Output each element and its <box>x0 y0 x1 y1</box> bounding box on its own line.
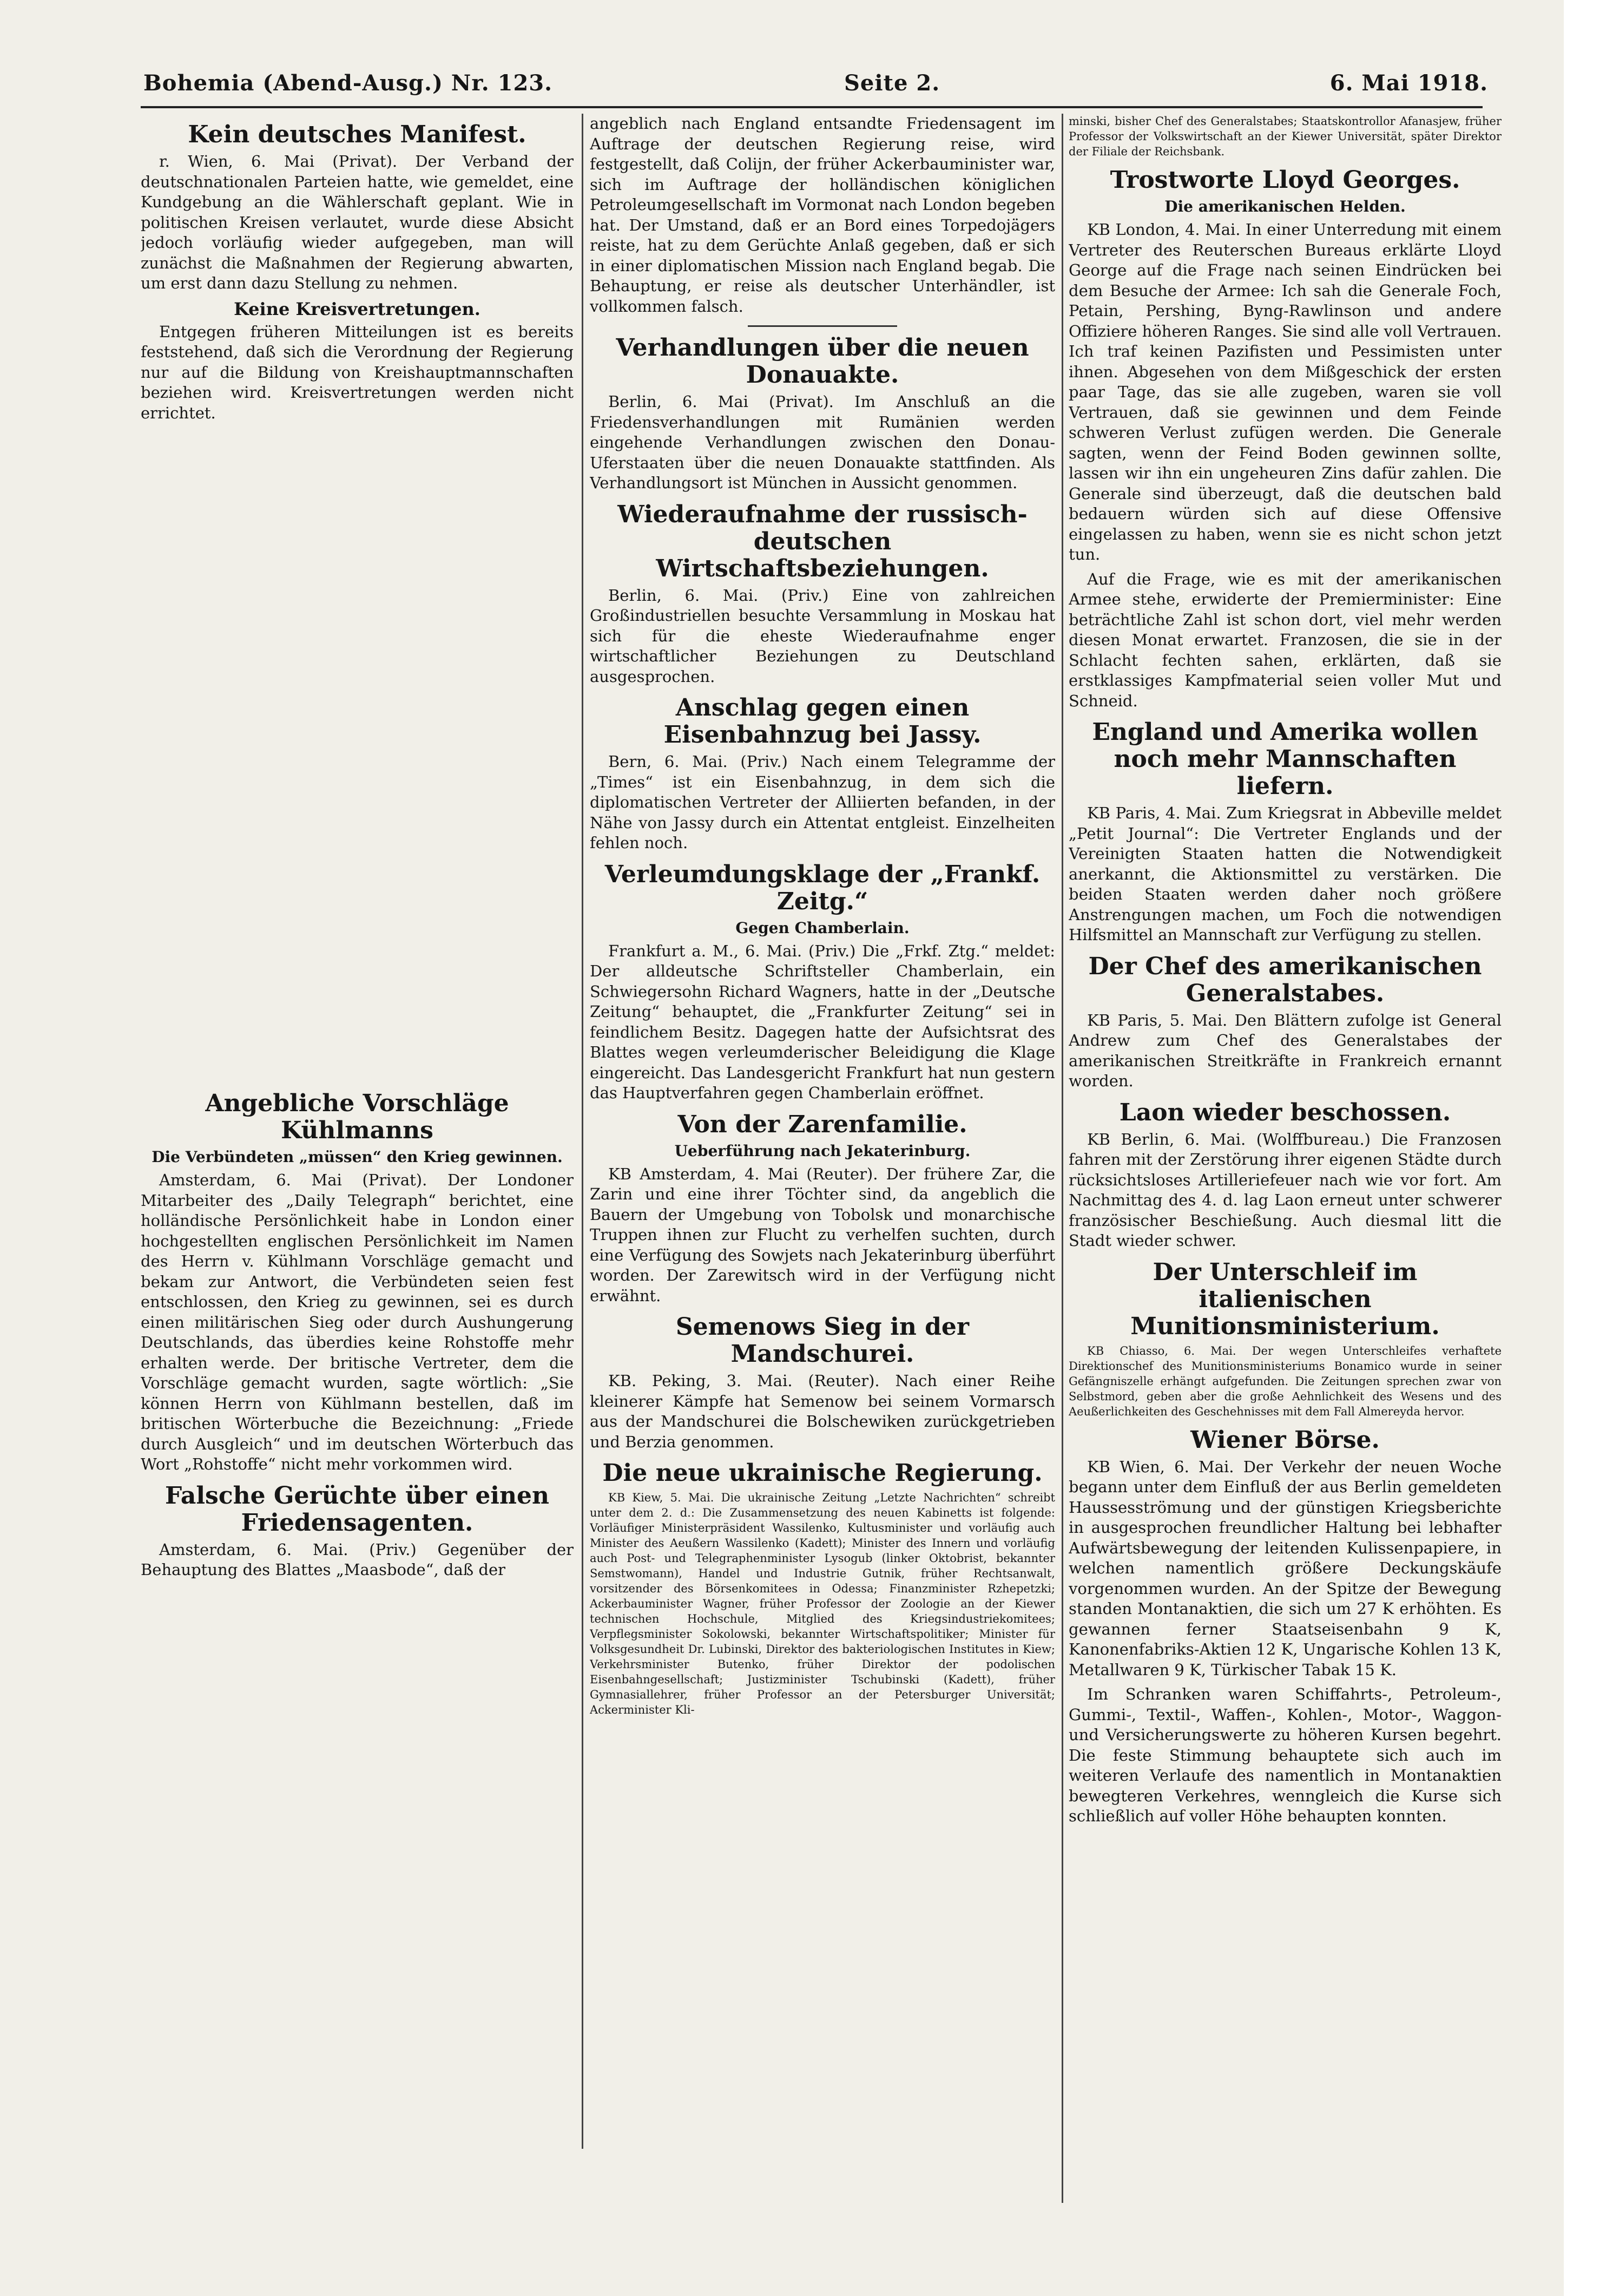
article-paragraph: r. Wien, 6. Mai (Privat). Der Verband der deutschnationalen Parteien hatte, wie gemeldet, eine Kundgebung an die Wählerschaft geplant. Wie in politischen Kreisen verlautet, wurde diese Absicht jedoch vorläufig wieder aufgegeben, man will zunächst die Maßnahmen der Regierung abwarten, um erst dann dazu Stellung zu nehmen. <box>141 152 574 292</box>
article-headline: Verhandlungen über die neuen Donauakte. <box>616 334 1029 389</box>
article-headline: Falsche Gerüchte über einen Friedensagenten. <box>164 1481 549 1537</box>
article-paragraph: KB Paris, 5. Mai. Den Blättern zufolge ist General Andrew zum Chef des Generalstabes der amerikanischen Streitkräfte in Frankreich ernannt worden. <box>1069 1011 1502 1090</box>
column-3 <box>1069 114 1502 2203</box>
article-paragraph: KB Wien, 6. Mai. Der Verkehr der neuen Woche begann unter dem Einfluß der aus Berlin gemeldeten Haussesströmung und der günstigen Kriegsberichte in ausgesprochen freundlicher Haltung bei lebhafter Aufwärtsbewegung der leitenden Kulissenpapiere, in welchen namentlich größere Deckungskäufe vorgenommen wurden. An der Spitze der Bewegung standen Montanaktien, die sich um 27 K erhöhten. Es gewannen ferner Staatseisenbahn 9 K, Kanonenfabriks-Aktien 12 K, Ungarische Kohlen 13 K, Metallwaren 9 K, Türkischer Tabak 15 K. <box>1069 1457 1502 1679</box>
article-subtitle: Die Verbündeten „müssen“ den Krieg gewinnen. <box>152 1148 563 1166</box>
article-paragraph: Amsterdam, 6. Mai (Privat). Der Londoner Mitarbeiter des „Daily Telegraph“ berichtet, eine holländische Persönlichkeit habe in London einer hochgestellten englischen Persönlichkeit im Namen des Herrn v. Kühlmann Vorschläge gemacht und bekam zur Antwort, die Verbündeten seien fest entschlossen, den Krieg zu gewinnen, sei es durch einen militärischen Sieg oder durch Aushungerung Deutschlands, das überdies keine Rohstoffe mehr erhalten werde. Der britische Vertreter, dem die Vorschläge gemacht wurden, sagte wörtlich: „Sie können Herrn von Kühlmann bestellen, daß im britischen Wörterbuche die Bezeichnung: „Friede durch Ausgleich“ und im deutschen Wörterbuch das Wort „Rohstoffe“ nicht mehr vorkommen wird. <box>141 1171 574 1473</box>
article-paragraph: Bern, 6. Mai. (Priv.) Nach einem Telegramme der „Times“ ist ein Eisenbahnzug, in dem sich die diplomatischen Vertreter der Alliierten befanden, in der Nähe von Jassy durch ein Attentat entgleist. Einzelheiten fehlen noch. <box>590 752 1055 852</box>
column-divider-1 <box>582 114 583 2149</box>
article-paragraph: KB Berlin, 6. Mai. (Wolffbureau.) Die Franzosen fahren mit der Zerstörung ihrer eigenen Städte durch rücksichtsloses Artilleriefeuer nach wie vor fort. Am Nachmittag des 4. d. lag Laon erneut unter schwerer französischer Beschießung. Auch diesmal litt die Stadt wieder schwer. <box>1069 1130 1502 1250</box>
column-divider-2 <box>1062 114 1063 2203</box>
article-headline: England und Amerika wollen noch mehr Mannschaften liefern. <box>1092 718 1478 800</box>
article-paragraph: Entgegen früheren Mitteilungen ist es bereits feststehend, daß sich die Verordnung der Regierung nur auf die Bildung von Kreishauptmannschaften beziehen wird. Kreisvertretungen werden nicht errichtet. <box>141 322 574 422</box>
article-headline: Der Chef des amerikanischen Generalstabes. <box>1088 952 1482 1007</box>
header-page-number: Seite 2. <box>844 70 940 96</box>
article-subtitle: Die amerikanischen Helden. <box>1164 198 1406 215</box>
article-paragraph: KB Kiew, 5. Mai. Die ukrainische Zeitung „Letzte Nachrichten“ schreibt unter dem 2. d.: Die Zusammensetzung des neuen Kabinetts ist folgende: Vorläufiger Ministerpräsident Wassilenko, Kultusminister und vorläufig auch Minister des Aeußern Wassilenko (Kadett); Minister des Innern und vorläufig auch Post- und Telegraphenminister Lysogub (linker Oktobrist, bekannter Semstwomann), Handel und Industrie Gutnik, früher Rechtsanwalt, vorsitzender des Börsenkomitees in Odessa; Finanzminister Rzhepetzki; Ackerbauminister Wagner, früher Professor der Zoologie an der Kiewer technischen Hochschule, Mitglied des Kriegsindustriekomitees; Verpflegsminister Sokolowski, bekannter Wirtschaftspolitiker; Minister für Volksgesundheit Dr. Lubinski, Direktor des bakteriologischen Institutes in Kiew; Verkehrsminister Butenko, früher Direktor der podolischen Eisenbahngesellschaft; Justizminister Tschubinski (Kadett), früher Gymnasiallehrer, früher Professor an der Petersburger Universität; Ackerminister Kli- <box>590 1491 1055 1716</box>
article-headline: Trostworte Lloyd Georges. <box>1110 166 1460 194</box>
article-paragraph: KB. Peking, 3. Mai. (Reuter). Nach einer Reihe kleinerer Kämpfe hat Semenow bei seinem Vormarsch aus der Mandschurei die Bolschewiken zurückgetrieben und Berzia genommen. <box>590 1372 1055 1451</box>
article-headline: Semenows Sieg in der Mandschurei. <box>675 1313 970 1368</box>
article-separator <box>748 325 897 327</box>
article-headline: Von der Zarenfamilie. <box>677 1110 967 1138</box>
article-subtitle: Ueberführung nach Jekaterinburg. <box>674 1142 971 1160</box>
scan-margin <box>1564 0 1613 2296</box>
article-headline: Der Unterschleif im italienischen Munitionsministerium. <box>1130 1258 1440 1340</box>
article-paragraph: minski, bisher Chef des Generalstabes; Staatskontrollor Afanasjew, früher Professor der Volkswirtschaft an der Kiewer Universität, später Direktor der Filiale der Reichsbank. <box>1069 115 1502 158</box>
header-rule <box>141 106 1483 108</box>
article-paragraph: KB Amsterdam, 4. Mai (Reuter). Der frühere Zar, die Zarin und eine ihrer Töchter sind, da angeblich die Bauern der Umgebung von Tobolsk und monarchische Truppen ihnen zur Flucht zu verhelfen suchten, durch eine Verfügung des Sowjets nach Jekaterinburg überführt worden. Der Zarewitsch wird in der Verfügung nicht erwähnt. <box>590 1164 1055 1305</box>
blank-space <box>141 428 574 1083</box>
article-paragraph: angeblich nach England entsandte Friedensagent im Auftrage der deutschen Regierung reise, wird festgestellt, daß Colijn, der früher Ackerbauminister war, sich im Auftrage der holländischen königlichen Petroleumgesellschaft im Vormonat nach London begeben hat. Der Umstand, daß er an Bord eines Torpedojägers reiste, hat zu dem Gerüchte Anlaß gegeben, daß er sich in einer diplomatischen Mission nach England begab. Die Behauptung, er reise als deutscher Unterhändler, ist vollkommen falsch. <box>590 114 1055 316</box>
article-paragraph: KB Paris, 4. Mai. Zum Kriegsrat in Abbeville meldet „Petit Journal“: Die Vertreter Englands und der Vereinigten Staaten hatten die Notwendigkeit anerkannt, die Aktionsmittel zu verstärken. Die beiden Staaten werden daher noch größere Anstrengungen machen, um Foch die notwendigen Hilfsmittel an Mannschaft zur Verfügung zu stellen. <box>1069 804 1502 944</box>
article-paragraph: Berlin, 6. Mai. (Priv.) Eine von zahlreichen Großindustriellen besuchte Versammlung in Moskau hat sich für die eheste Wiederaufnahme enger wirtschaftlicher Beziehungen zu Deutschland ausgesprochen. <box>590 586 1055 686</box>
article-subhead: Keine Kreisvertretungen. <box>234 298 480 319</box>
article-headline: Angebliche Vorschläge Kühlmanns <box>205 1090 509 1144</box>
column-1 <box>141 114 574 2203</box>
page-header <box>32 70 1531 103</box>
article-headline: Kein deutsches Manifest. <box>188 121 526 148</box>
article-headline: Wiener Börse. <box>1190 1426 1380 1454</box>
article-paragraph: Auf die Frage, wie es mit der amerikanischen Armee stehe, erwiderte der Premierminister: Eine beträchtliche Zahl ist schon dort, viel mehr werden diesen Monat erwartet. Franzosen, die sie in der Schlacht fechten sahen, erklärten, daß sie erstklassiges Kampfmaterial seien voller Mut und Schneid. <box>1069 569 1502 710</box>
article-headline: Die neue ukrainische Regierung. <box>602 1459 1043 1487</box>
article-headline: Laon wieder beschossen. <box>1119 1098 1451 1126</box>
article-headline: Verleumdungsklage der „Frankf. Zeitg.“ <box>604 860 1041 915</box>
header-date: 6. Mai 1918. <box>1329 70 1488 96</box>
header-masthead: Bohemia (Abend-Ausg.) Nr. 123. <box>143 70 553 96</box>
article-subtitle: Gegen Chamberlain. <box>735 919 910 937</box>
article-headline: Anschlag gegen einen Eisenbahnzug bei Jassy. <box>663 694 982 749</box>
column-2 <box>590 114 1055 2203</box>
article-paragraph: Im Schranken waren Schiffahrts-, Petroleum-, Gummi-, Textil-, Waffen-, Kohlen-, Motor-, Waggon- und Versicherungswerte zu höheren Kursen begehrt. Die feste Stimmung behauptete sich auch im weiteren Verlaufe des namentlich in Montanaktien bewegteren Verkehres, wenngleich die Kurse sich schließlich auf voller Höhe behaupten konnten. <box>1069 1685 1502 1825</box>
article-paragraph: KB London, 4. Mai. In einer Unterredung mit einem Vertreter des Reuterschen Bureaus erklärte Lloyd George auf die Frage nach seinen Eindrücken bei dem Besuche der Armee: Ich sah die Generale Foch, Petain, Pershing, Byng-Rawlinson und andere Offiziere höheren Ranges. Sie sind alle voll Vertrauen. Ich traf keinen Pazifisten und Pessimisten unter ihnen. Abgesehen von dem Mißgeschick der ersten paar Tage, das sie alle zugeben, waren sie voll Vertrauen, daß sie gewinnen und dem Feinde schweren Verlust zufügen werden. Die Generale sagten, wenn der Feind Boden gewinnen sollte, lassen wir ihn ein ungeheuren Zins dafür zahlen. Die Generale sind überzeugt, daß die deutschen bald bedauern würden sich auf diese Offensive eingelassen zu haben, wenn sie es nicht schon jetzt tun. <box>1069 220 1502 563</box>
article-headline: Wiederaufnahme der russisch-deutschen Wirtschaftsbeziehungen. <box>617 500 1028 582</box>
article-paragraph: Berlin, 6. Mai (Privat). Im Anschluß an die Friedensverhandlungen mit Rumänien werden eingehende Verhandlungen zwischen den Donau-Uferstaaten über die neuen Donauakte stattfinden. Als Verhandlungsort ist München in Aussicht genommen. <box>590 392 1055 492</box>
article-paragraph: Amsterdam, 6. Mai. (Priv.) Gegenüber der Behauptung des Blattes „Maasbode“, daß der <box>141 1540 574 1579</box>
article-paragraph: Frankfurt a. M., 6. Mai. (Priv.) Die „Frkf. Ztg.“ meldet: Der alldeutsche Schriftsteller Chamberlain, ein Schwiegersohn Richard Wagners, hatte in der „Deutsche Zeitung“ behauptet, die „Frankfurter Zeitung“ sei in feindlichem Besitz. Dagegen hatte der Aufsichtsrat des Blattes wegen verleumderischer Beleidigung die Klage eingereicht. Das Landesgericht Frankfurt hat nun gestern das Hauptverfahren gegen Chamberlain eröffnet. <box>590 941 1055 1102</box>
article-paragraph: KB Chiasso, 6. Mai. Der wegen Unterschleifes verhaftete Direktionschef des Munitionsministeriums Bonamico wurde in seiner Gefängniszelle erhängt aufgefunden. Die Zeitungen sprechen zwar von Selbstmord, geben aber die große Aehnlichkeit des Wesens und des Aeußerlichkeiten des Geschehnisses mit dem Fall Almereyda hervor. <box>1069 1344 1502 1418</box>
